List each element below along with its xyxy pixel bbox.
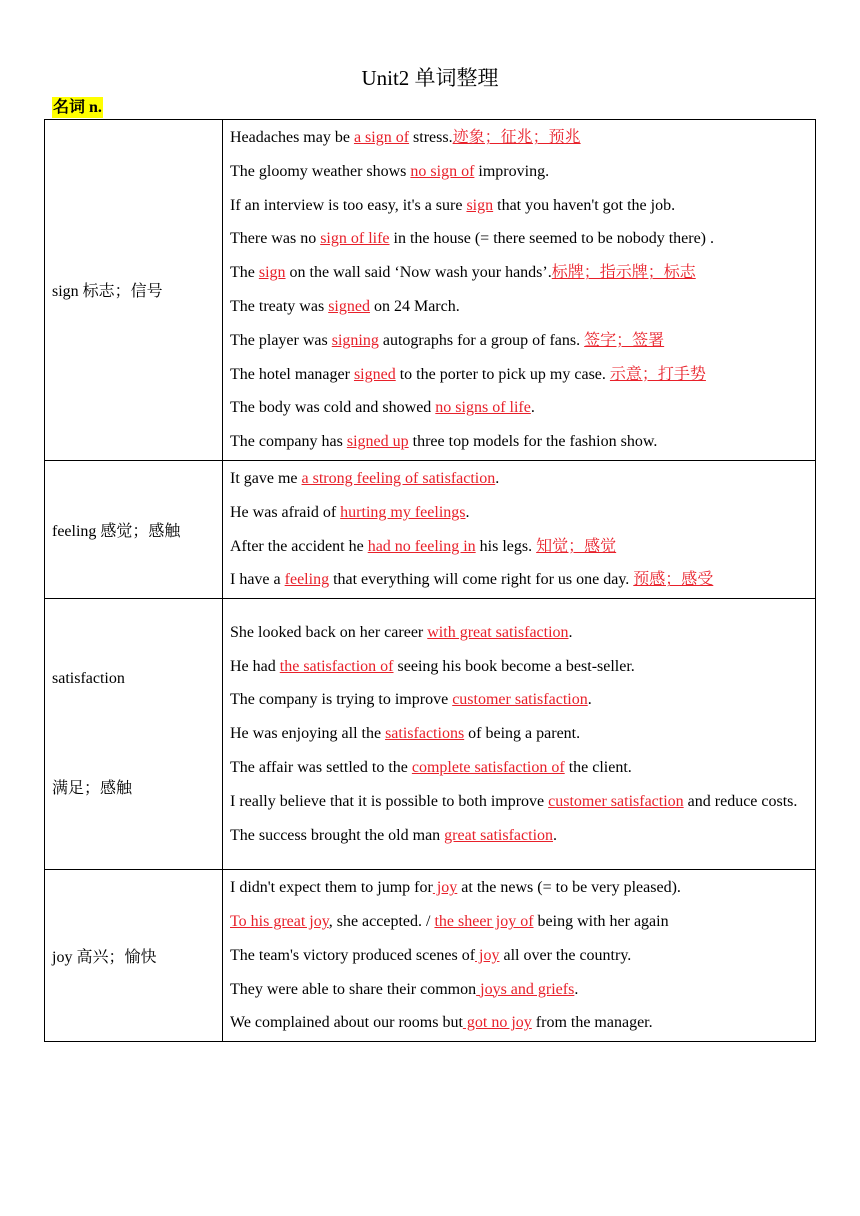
sentence-text: to the porter to pick up my case. xyxy=(395,365,610,383)
example-sentence xyxy=(230,683,809,717)
example-sentence xyxy=(230,462,809,496)
example-sentence xyxy=(230,751,809,785)
sentence-text: in the house (= there seemed to be nobody there) . xyxy=(389,230,714,248)
highlighted-phrase: a sign of xyxy=(353,129,410,146)
example-sentence xyxy=(230,563,809,597)
sentence-text: seeing his book become a best-seller. xyxy=(393,657,635,675)
example-sentence xyxy=(230,871,809,905)
chinese-meaning: 预感；感受 xyxy=(633,571,714,589)
word-cell xyxy=(45,599,223,870)
highlighted-phrase: satisfactions xyxy=(385,725,465,743)
sentence-text: at the news (= to be very pleased). xyxy=(457,879,681,897)
highlighted-phrase: hurting my feelings xyxy=(340,503,466,521)
sentence-text: . xyxy=(495,469,500,487)
sentence-text: improving. xyxy=(474,162,550,180)
headword-meaning: 满足；感触 xyxy=(52,780,133,798)
highlighted-phrase: the satisfaction of xyxy=(279,657,394,675)
sentence-text: autographs for a group of fans. xyxy=(378,331,585,349)
example-sentence xyxy=(230,616,809,650)
sentence-text: I really believe that it is possible to both improve xyxy=(230,792,549,810)
highlighted-phrase: joy xyxy=(475,946,500,964)
headword: feeling 感觉；感触 xyxy=(52,523,181,541)
sentence-text: that everything will come right for us one day. xyxy=(329,571,634,589)
example-sentence xyxy=(230,155,809,189)
highlighted-phrase: sign xyxy=(466,196,494,214)
highlighted-phrase: complete satisfaction of xyxy=(411,759,565,777)
vocabulary-table xyxy=(44,119,816,1042)
sentence-text: The treaty was xyxy=(230,297,329,315)
highlighted-phrase: To his great joy xyxy=(230,912,329,930)
highlighted-phrase: no signs of life xyxy=(435,399,531,417)
sentence-text: . xyxy=(568,623,573,641)
example-sentence xyxy=(230,290,809,324)
example-sentence xyxy=(230,256,809,290)
sentence-text: He was enjoying all the xyxy=(230,725,386,743)
highlighted-phrase: no sign of xyxy=(410,162,475,180)
table-row xyxy=(45,460,816,598)
table-row xyxy=(45,870,816,1042)
sentence-text: three top models for the fashion show. xyxy=(408,433,658,451)
highlighted-phrase: joy xyxy=(432,879,458,897)
example-sentence xyxy=(230,939,809,973)
chinese-meaning: 知觉；感觉 xyxy=(536,537,617,555)
chinese-meaning: 标牌；指示牌；标志 xyxy=(551,264,696,282)
sentence-text: of being a parent. xyxy=(464,725,581,743)
example-sentence xyxy=(230,905,809,939)
sentence-text: his legs. xyxy=(475,537,537,555)
example-sentence xyxy=(230,1006,809,1040)
sentence-text: If an interview is too easy, it's a sure xyxy=(230,196,467,214)
sentence-text: that you haven't got the job. xyxy=(493,196,676,214)
sentence-text: and reduce costs. xyxy=(683,792,798,810)
example-sentence xyxy=(230,425,809,459)
example-sentence xyxy=(230,391,809,425)
examples-cell xyxy=(223,870,816,1042)
highlighted-phrase: sign xyxy=(258,264,286,282)
sentence-text: . xyxy=(553,826,558,844)
sentence-text: The hotel manager xyxy=(230,365,354,383)
chinese-meaning: 签字；签署 xyxy=(584,331,665,349)
highlighted-phrase: signed up xyxy=(346,433,409,451)
sentence-text: from the manager. xyxy=(531,1014,653,1032)
highlighted-phrase: great satisfaction xyxy=(444,826,554,844)
sentence-text: The body was cold and showed xyxy=(230,399,436,417)
examples-cell xyxy=(223,599,816,870)
word-cell xyxy=(45,460,223,598)
sentence-text: being with her again xyxy=(533,912,669,930)
chinese-meaning: 迹象；征兆；预兆 xyxy=(452,129,581,146)
sentence-text: He had xyxy=(230,657,280,675)
sentence-text: She looked back on her career xyxy=(230,623,428,641)
highlighted-phrase: had no feeling in xyxy=(367,537,476,555)
sentence-text: the client. xyxy=(564,759,632,777)
section-label-noun: 名词 n. xyxy=(53,99,102,116)
sentence-text: The xyxy=(230,264,259,282)
sentence-text: They were able to share their common xyxy=(230,980,477,998)
chinese-meaning: 示意；打手势 xyxy=(609,365,706,383)
sentence-text: It gave me xyxy=(230,469,302,487)
highlighted-phrase: joys and griefs xyxy=(476,980,575,998)
sentence-text: on 24 March. xyxy=(369,297,460,315)
highlighted-phrase: the sheer joy of xyxy=(434,912,534,930)
table-row xyxy=(45,120,816,461)
sentence-text: The player was xyxy=(230,331,332,349)
highlighted-phrase: with great satisfaction xyxy=(427,623,569,641)
highlighted-phrase: sign of life xyxy=(320,230,390,248)
sentence-text: The success brought the old man xyxy=(230,826,445,844)
sentence-text: The gloomy weather shows xyxy=(230,162,411,180)
sentence-text: I didn't expect them to jump for xyxy=(230,879,433,897)
highlighted-phrase: customer satisfaction xyxy=(452,691,588,709)
example-sentence xyxy=(230,785,809,819)
sentence-text: Headaches may be xyxy=(230,129,354,146)
highlighted-phrase: signing xyxy=(331,331,379,349)
example-sentence xyxy=(230,530,809,564)
example-sentence xyxy=(230,324,809,358)
sentence-text: We complained about our rooms but xyxy=(230,1014,463,1032)
example-sentence xyxy=(230,121,809,155)
sentence-text: . xyxy=(530,399,535,417)
sentence-text: There was no xyxy=(230,230,321,248)
highlighted-phrase: customer satisfaction xyxy=(548,792,684,810)
sentence-text: all over the country. xyxy=(499,946,632,964)
word-cell xyxy=(45,120,223,461)
highlighted-phrase: signed xyxy=(328,297,370,315)
example-sentence xyxy=(230,189,809,223)
examples-cell xyxy=(223,120,816,461)
example-sentence xyxy=(230,650,809,684)
sentence-text: The team's victory produced scenes of xyxy=(230,946,476,964)
headword: joy 高兴；愉快 xyxy=(52,949,157,967)
sentence-text: , she accepted. / xyxy=(328,912,435,930)
example-sentence xyxy=(230,973,809,1007)
sentence-text: . xyxy=(574,980,579,998)
sentence-text: . xyxy=(587,691,592,709)
example-sentence xyxy=(230,717,809,751)
examples-cell xyxy=(223,460,816,598)
sentence-text: After the accident he xyxy=(230,537,368,555)
sentence-text: The affair was settled to the xyxy=(230,759,412,777)
sentence-text: He was afraid of xyxy=(230,503,341,521)
headword: sign 标志；信号 xyxy=(52,283,163,301)
sentence-text: The company has xyxy=(230,433,347,451)
headword: satisfaction xyxy=(52,670,125,688)
sentence-text: . xyxy=(465,503,470,521)
word-cell xyxy=(45,870,223,1042)
sentence-text: stress. xyxy=(409,129,453,146)
highlighted-phrase: a strong feeling of satisfaction xyxy=(301,469,496,487)
highlighted-phrase: got no joy xyxy=(462,1014,532,1032)
example-sentence xyxy=(230,819,809,853)
table-row xyxy=(45,599,816,870)
highlighted-phrase: signed xyxy=(353,365,396,383)
sentence-text: I have a xyxy=(230,571,285,589)
page-title: Unit2 单词整理 xyxy=(361,66,499,90)
example-sentence xyxy=(230,358,809,392)
example-sentence xyxy=(230,222,809,256)
highlighted-phrase: feeling xyxy=(284,571,330,589)
example-sentence xyxy=(230,496,809,530)
sentence-text: The company is trying to improve xyxy=(230,691,453,709)
sentence-text: on the wall said ‘Now wash your hands’. xyxy=(285,264,552,282)
